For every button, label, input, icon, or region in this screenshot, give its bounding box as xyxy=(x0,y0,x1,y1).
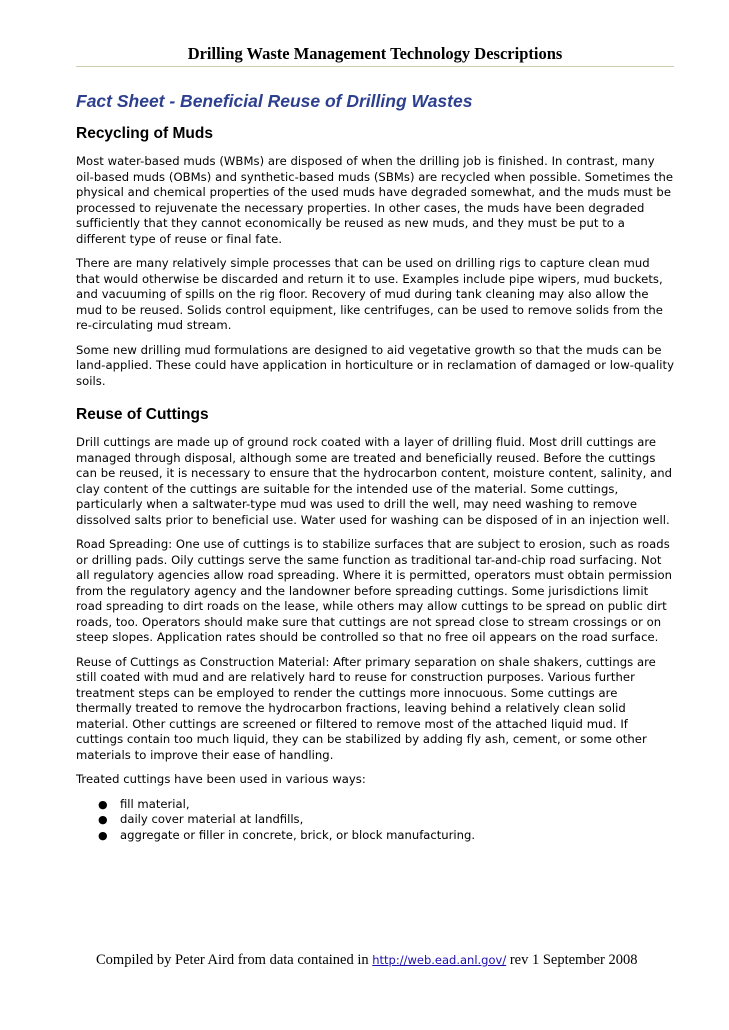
header-divider xyxy=(76,66,674,67)
paragraph: There are many relatively simple processes that can be used on drilling rigs to capture clean mud that would otherwise be discarded and return it to use. Examples include pipe wipers, mud buckets, and vacuuming of spills on the rig floor. Recovery of mud during tank cleaning may also allow the mud to be reused. Solids control equipment, like centrifuges, can be used to remove solids from the re-circulating mud stream. xyxy=(76,256,663,332)
bullet-icon: ● xyxy=(98,813,108,826)
document-body xyxy=(76,90,676,843)
paragraph: Road Spreading: One use of cuttings is to stabilize surfaces that are subject to erosion, such as roads or drilling pads. Oily cuttings serve the same function as traditional tar-and-chip road surfacing. Not all regulatory agencies allow road spreading. Where it is permitted, operators must obtain permission from the regulatory agency and the landowner before spreading cuttings. Some jurisdictions limit road spreading to dirt roads on the lease, while others may allow cuttings to be spread on public dirt roads, too. Operators should make sure that cuttings are not spread close to stream crossings or on steep slopes. Application rates should be controlled so that no free oil appears on the road surface. xyxy=(76,537,673,644)
bullet-icon: ● xyxy=(98,797,108,811)
section-reuse-of-cuttings xyxy=(76,405,676,843)
list-item: ● aggregate or filler in concrete, brick, or block manufacturing. xyxy=(98,827,476,842)
fact-sheet-title: Fact Sheet - Beneficial Reuse of Drilling Wastes xyxy=(76,91,473,111)
bullet-icon: ● xyxy=(98,828,108,842)
footer-suffix: rev 1 September 2008 xyxy=(506,952,638,968)
footer-prefix: Compiled by Peter Aird from data contained in xyxy=(96,952,373,968)
paragraph: Treated cuttings have been used in various ways: xyxy=(76,772,366,786)
paragraph: Reuse of Cuttings as Construction Material: After primary separation on shale shakers, cuttings are still coated with mud and are relatively hard to reuse for construction purposes. Various further treatment steps can be employed to render the cuttings more innocuous. Some cuttings are thermally treated to remove the hydrocarbon fractions, leaving behind a relatively clean solid material. Other cuttings are screened or filtered to remove most of the attached liquid mud. If cuttings contain too much liquid, they can be stabilized by adding fly ash, cement, or some other materials to improve their ease of handling. xyxy=(76,654,656,762)
bullet-list xyxy=(98,797,676,844)
paragraph: Most water-based muds (WBMs) are disposed of when the drilling job is finished. In contrast, many oil-based muds (OBMs) and synthetic-based muds (SBMs) are recycled when possible. Sometimes the physical and chemical properties of the used muds have degraded somewhat, and the muds must be processed to rejuvenate the necessary properties. In other cases, the muds have been degraded sufficiently that they cannot economically be reused as new muds, and they must be put to a different type of reuse or final fate. xyxy=(76,154,674,246)
list-item: ● daily cover material at landfills, xyxy=(98,812,304,826)
page-footer xyxy=(96,952,696,969)
paragraph: Some new drilling mud formulations are designed to aid vegetative growth so that the muds can be land-applied. These could have application in horticulture or in reclamation of damaged or low-quality soils. xyxy=(76,342,674,388)
paragraph: Drill cuttings are made up of ground rock coated with a layer of drilling fluid. Most drill cuttings are managed through disposal, although some are treated and beneficially reused. Before the cuttings can be reused, it is necessary to ensure that the hydrocarbon content, moisture content, salinity, and clay content of the cuttings are suitable for the intended use of the material. Some cuttings, particularly when a saltwater-type mud was used to drill the well, may need washing to remove dissolved salts prior to beneficial use. Water used for washing can be disposed of in an injection well. xyxy=(76,435,673,527)
list-item: ● fill material, xyxy=(98,796,190,811)
section-recycling-of-muds xyxy=(76,124,676,389)
running-header: Drilling Waste Management Technology Descriptions xyxy=(187,44,563,63)
source-link[interactable]: http://web.ead.anl.gov/ xyxy=(372,953,507,967)
section-heading: Recycling of Muds xyxy=(76,125,213,142)
section-heading: Reuse of Cuttings xyxy=(76,406,209,423)
